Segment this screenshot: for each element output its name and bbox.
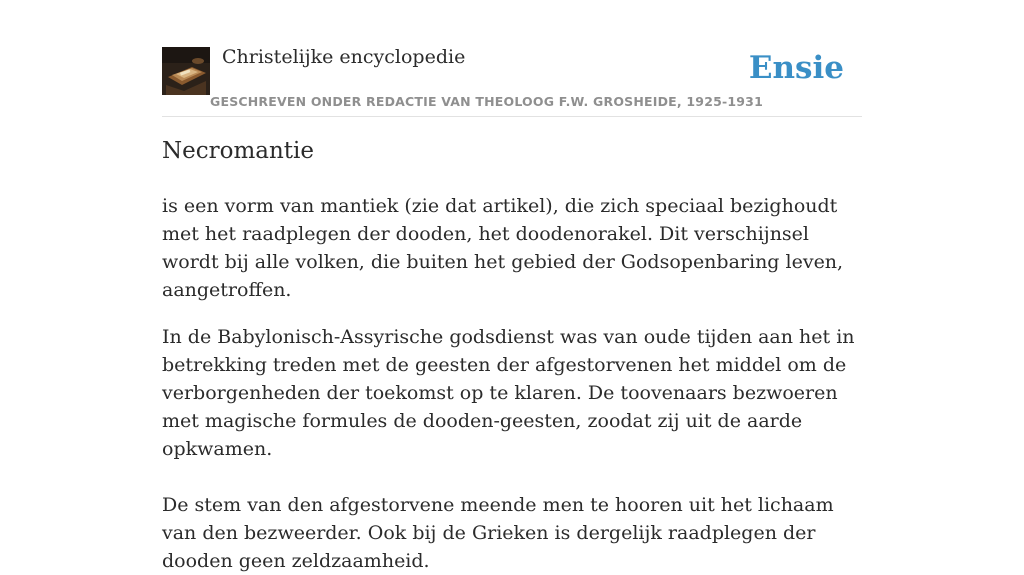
article-paragraph: is een vorm van mantiek (zie dat artikel), die zich speciaal bezighoudt met het raadplegen der dooden, het doodenorakel. Dit verschijnsel wordt bij alle volken, die buiten het gebied der Godsopenbaring leven, aangetroffen. [162,195,844,301]
article-body [162,192,862,575]
brand-logo[interactable]: Ensie [748,50,844,86]
article-title: Necromantie [162,138,315,164]
article-paragraph: In de Babylonisch-Assyrische godsdienst was van oude tijden aan het in betrekking treden met de geesten der afgestorvenen het middel om de verborgenheden der toekomst op te klaren. De toovenaars bezwoeren met magische formules de dooden-geesten, zoodat zij uit de aarde opkwamen. [162,326,855,460]
site-title[interactable]: Christelijke encyclopedie [222,46,466,68]
article-paragraph: De stem van den afgestorvene meende men te hooren uit het lichaam van den bezweerder. Ook bij de Grieken is dergelijk raadplegen der dooden geen zeldzaamheid. [162,494,834,572]
site-header [162,40,862,117]
site-subtitle: GESCHREVEN ONDER REDACTIE VAN THEOLOOG F.W. GROSHEIDE, 1925-1931 [210,94,763,109]
encyclopedia-avatar-icon[interactable] [162,47,210,95]
